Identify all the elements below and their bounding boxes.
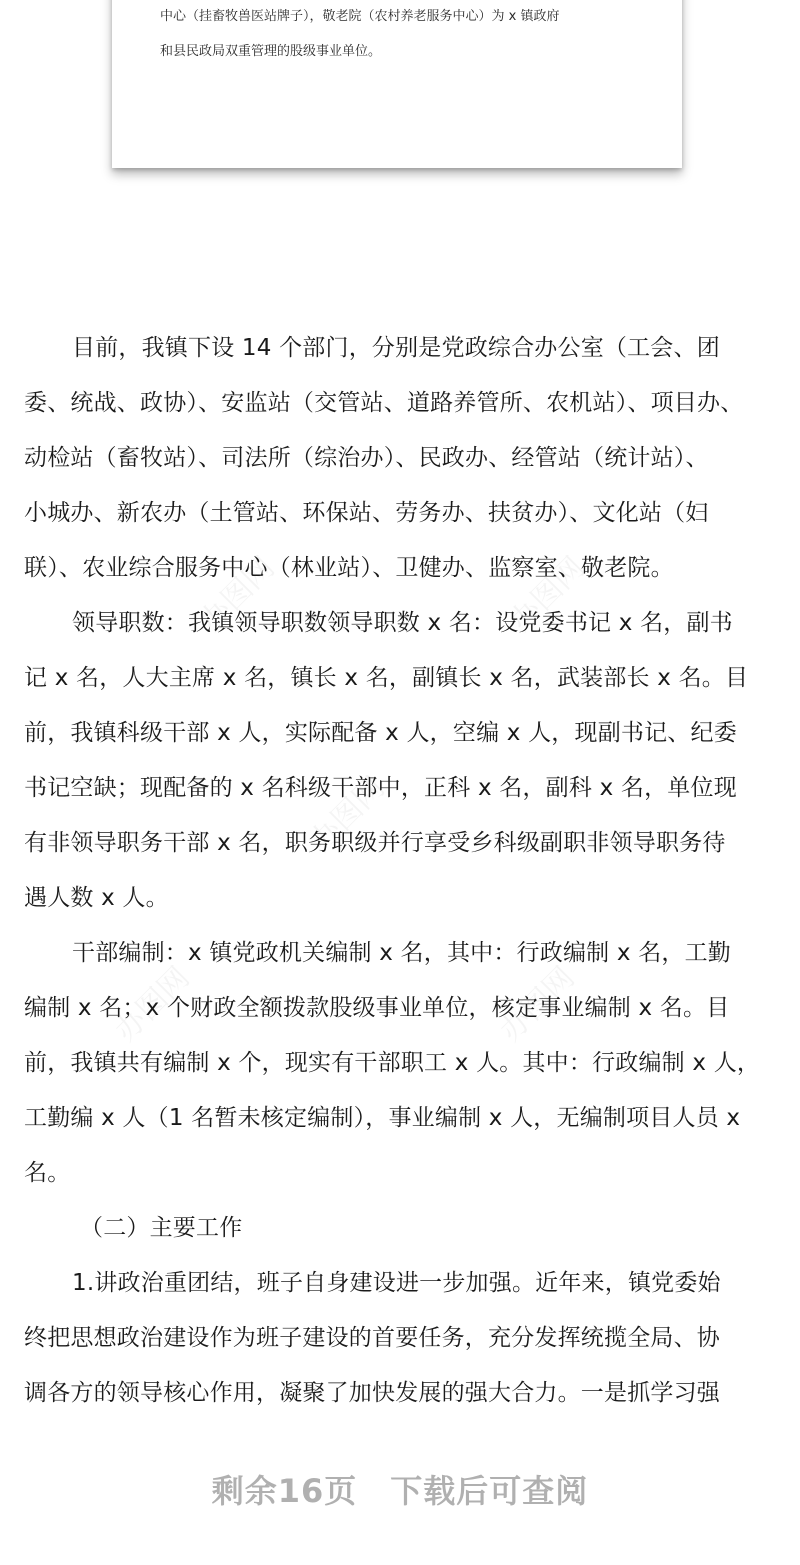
text-line: 领导职数：我镇领导职数领导职数 x 名：设党委书记 x 名，副书 — [72, 610, 733, 636]
card-text-line-1: 中心（挂畜牧兽医站牌子），敬老院（农村养老服务中心）为 x 镇政府 — [160, 9, 560, 24]
text-line: 前，我镇科级干部 x 人，实际配备 x 人，空编 x 人，现副书记、纪委 — [24, 720, 737, 746]
text-line: 动检站（畜牧站）、司法所（综治办）、民政办、经管站（统计站）、 — [24, 445, 709, 471]
text-line: 工勤编 x 人（1 名暂未核定编制），事业编制 x 人，无编制项目人员 x — [24, 1105, 741, 1131]
text-line: 名。 — [24, 1160, 71, 1186]
text-line: 终把思想政治建设作为班子建设的首要任务，充分发挥统揽全局、协 — [24, 1325, 720, 1351]
card-text-line-2: 和县民政局双重管理的股级事业单位。 — [160, 44, 382, 59]
text-line: 1.讲政治重团结，班子自身建设进一步加强。近年来，镇党委始 — [72, 1270, 721, 1296]
text-line: 干部编制：x 镇党政机关编制 x 名，其中：行政编制 x 名，工勤 — [72, 940, 731, 966]
text-line: 遇人数 x 人。 — [24, 885, 169, 911]
text-line: 有非领导职务干部 x 名，职务职级并行享受乡科级副职非领导职务待 — [24, 830, 726, 856]
text-line: 记 x 名，人大主席 x 名，镇长 x 名，副镇长 x 名，武装部长 x 名。目 — [24, 665, 749, 691]
text-line: 委、统战、政协）、安监站（交管站、道路养管所、农机站）、项目办、 — [24, 390, 744, 416]
remaining-pages-notice[interactable]: 剩余16页 下载后可查阅 — [211, 1472, 589, 1510]
text-line: 书记空缺；现配备的 x 名科级干部中，正科 x 名，副科 x 名，单位现 — [24, 775, 737, 801]
text-line: 联）、农业综合服务中心（林业站）、卫健办、监察室、敬老院。 — [24, 555, 674, 581]
text-line: 编制 x 名；x 个财政全额拨款股级事业单位，核定事业编制 x 名。目 — [24, 995, 730, 1021]
text-line: 调各方的领导核心作用，凝聚了加快发展的强大合力。一是抓学习强 — [24, 1380, 720, 1406]
text-line: 小城办、新农办（土管站、环保站、劳务办、扶贫办）、文化站（妇 — [24, 500, 709, 526]
page-excerpt-card — [112, 0, 682, 168]
text-line: 前，我镇共有编制 x 个，现实有干部职工 x 人。其中：行政编制 x 人， — [24, 1050, 761, 1076]
section-heading: （二）主要工作 — [80, 1215, 243, 1241]
text-line: 目前，我镇下设 14 个部门，分别是党政综合办公室（工会、团 — [72, 335, 720, 361]
